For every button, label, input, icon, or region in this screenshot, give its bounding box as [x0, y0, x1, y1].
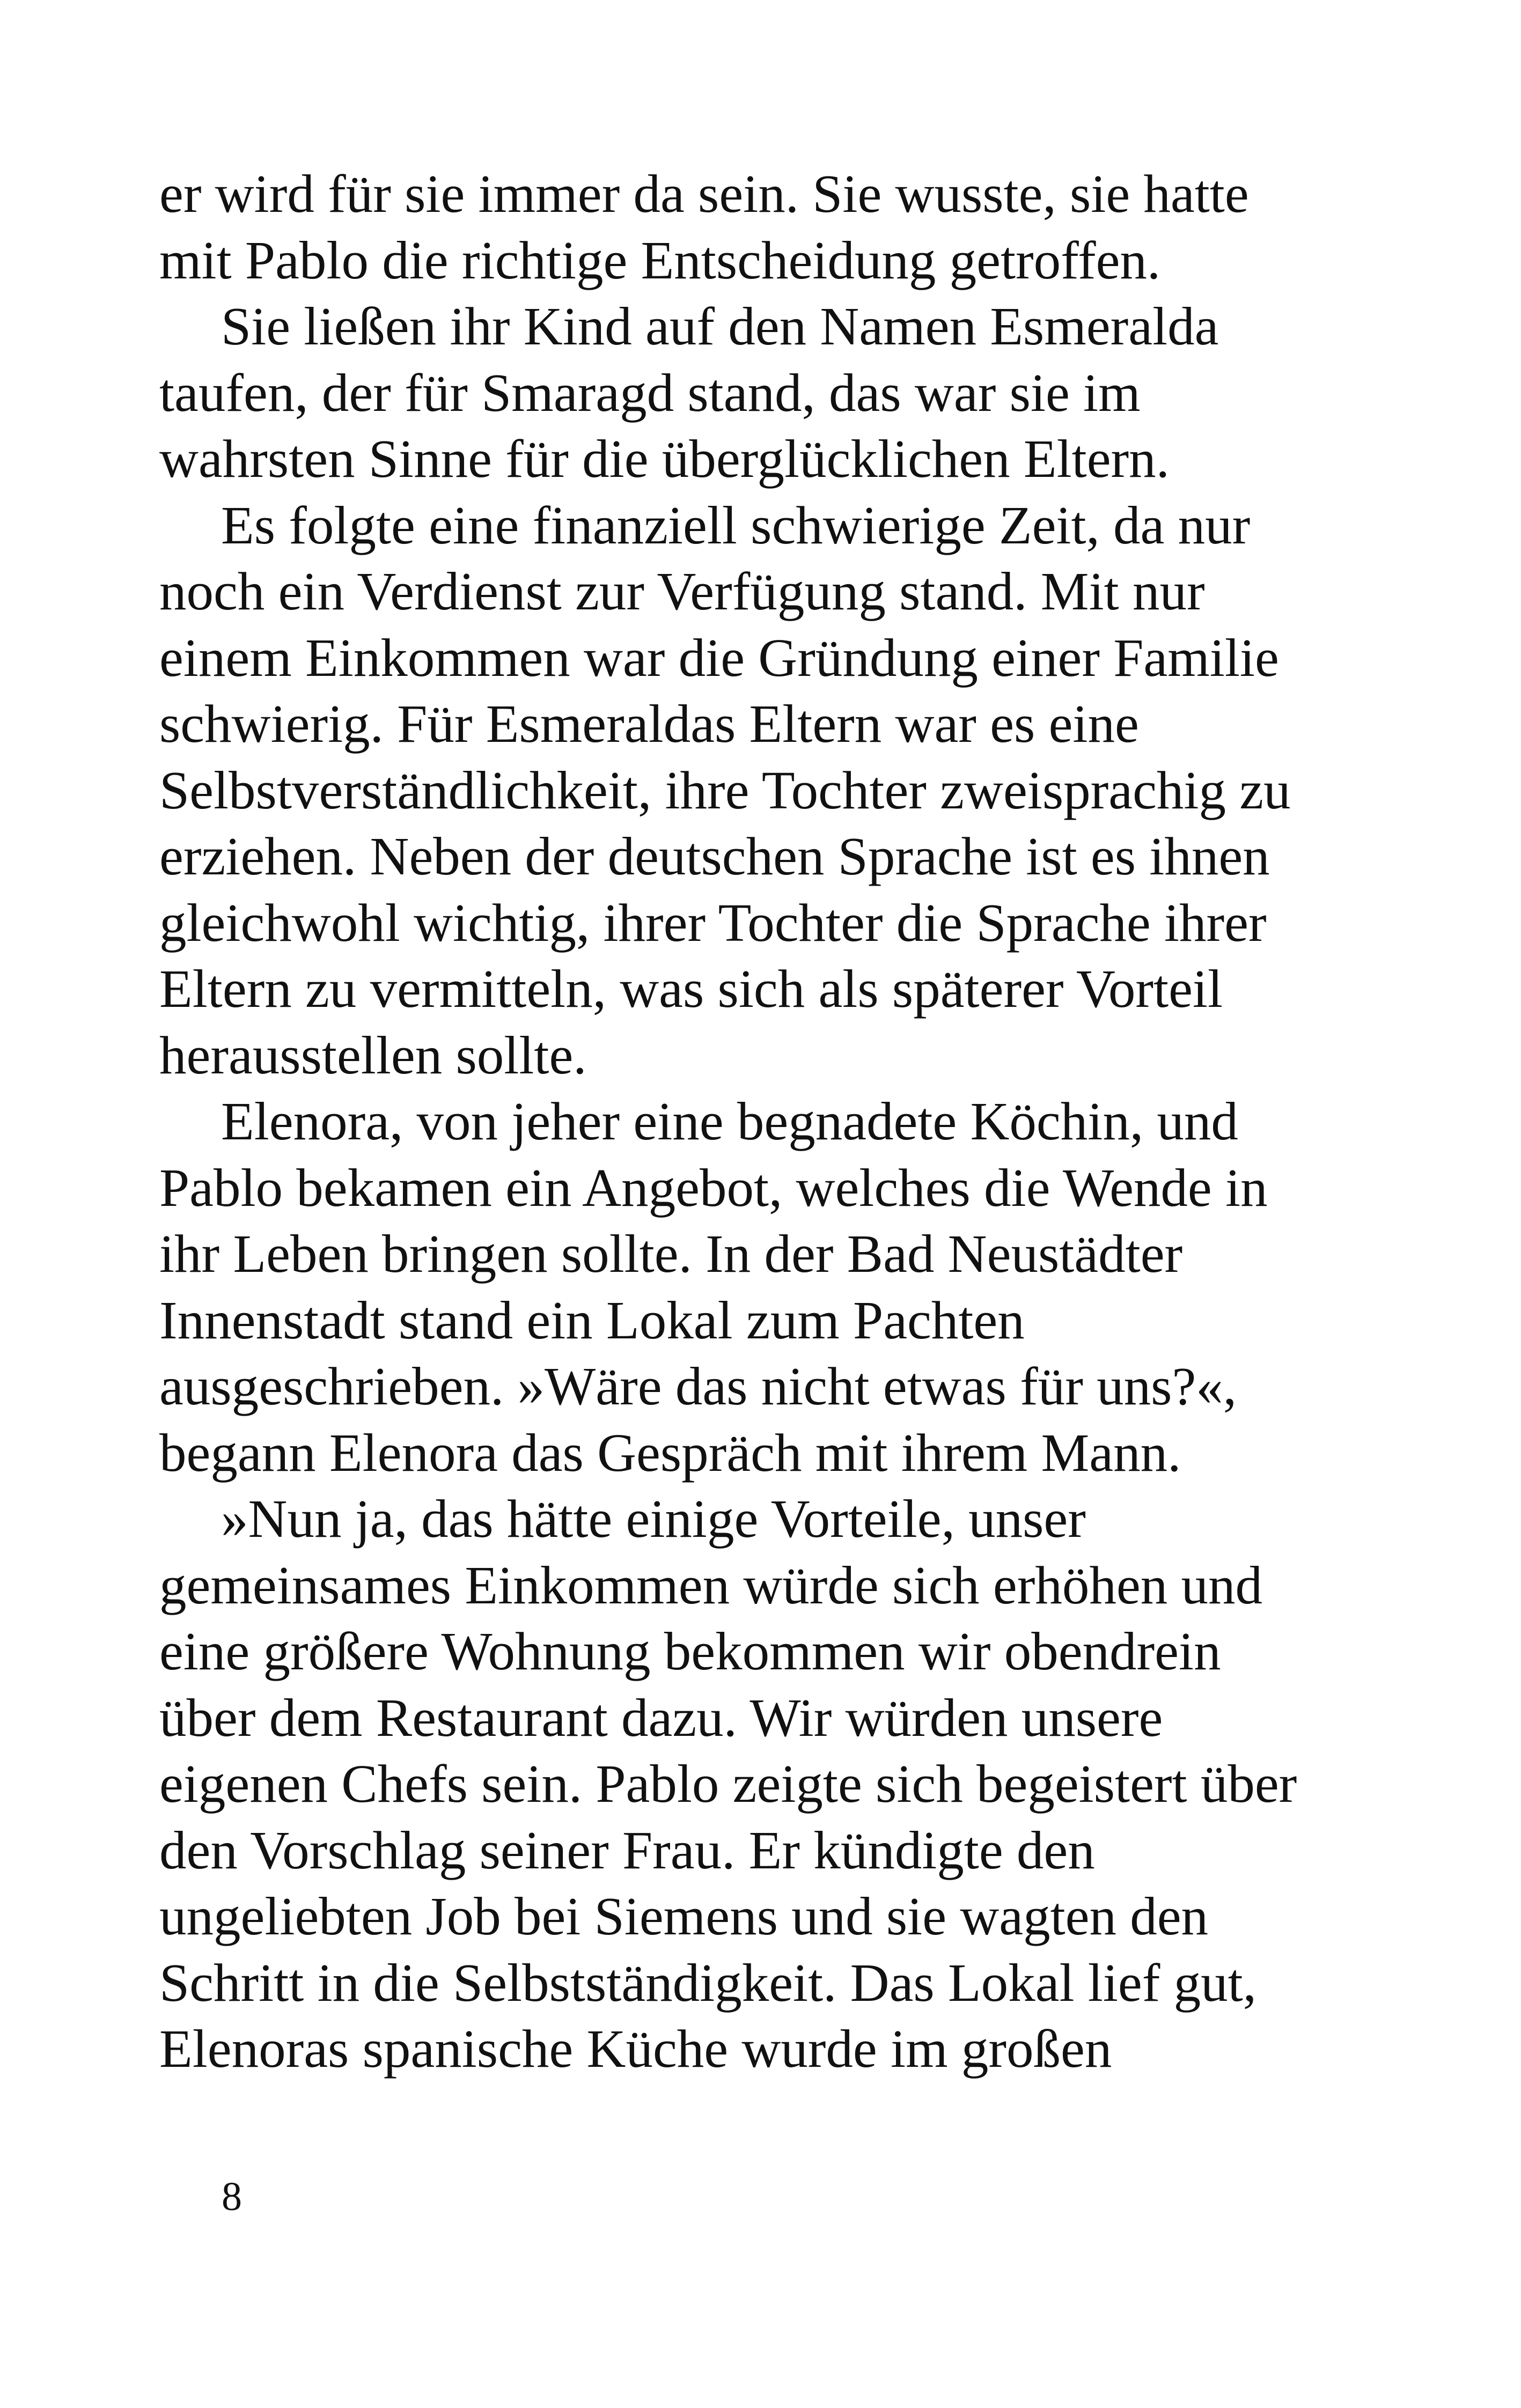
text-line: Elenoras spanische Küche wurde im großen	[159, 2019, 1112, 2079]
text-line: mit Pablo die richtige Entscheidung getroffen.	[159, 230, 1161, 290]
text-line: gleichwohl wichtig, ihrer Tochter die Sprache ihrer	[159, 892, 1267, 953]
text-line: begann Elenora das Gespräch mit ihrem Mann.	[159, 1422, 1181, 1483]
paragraph-first-line: Elenora, von jeher eine begnadete Köchin, und	[221, 1091, 1238, 1151]
text-line: ihr Leben bringen sollte. In der Bad Neustädter	[159, 1224, 1183, 1284]
text-line: eigenen Chefs sein. Pablo zeigte sich begeistert über	[159, 1754, 1297, 1814]
paragraph-first-line: Es folgte eine finanziell schwierige Zeit, da nur	[221, 495, 1251, 555]
text-line: einem Einkommen war die Gründung einer Familie	[159, 627, 1279, 688]
text-line: Schritt in die Selbstständigkeit. Das Lokal lief gut,	[159, 1952, 1257, 2013]
text-line: gemeinsames Einkommen würde sich erhöhen und	[159, 1555, 1262, 1615]
text-line: Selbstverständlichkeit, ihre Tochter zweisprachig zu	[159, 760, 1291, 820]
paragraph-first-line: »Nun ja, das hätte einige Vorteile, unser	[221, 1489, 1086, 1549]
text-line: Pablo bekamen ein Angebot, welches die Wende in	[159, 1157, 1268, 1218]
paragraph-first-line: Sie ließen ihr Kind auf den Namen Esmeralda	[221, 296, 1219, 356]
text-line: schwierig. Für Esmeraldas Eltern war es eine	[159, 694, 1139, 754]
text-line: ungeliebten Job bei Siemens und sie wagten den	[159, 1886, 1209, 1946]
text-line: über dem Restaurant dazu. Wir würden unsere	[159, 1687, 1163, 1748]
text-line: den Vorschlag seiner Frau. Er kündigte den	[159, 1820, 1095, 1880]
text-line: ausgeschrieben. »Wäre das nicht etwas für uns?«,	[159, 1356, 1237, 1416]
text-line: Innenstadt stand ein Lokal zum Pachten	[159, 1290, 1025, 1350]
text-line: taufen, der für Smaragd stand, das war sie im	[159, 362, 1141, 423]
text-line: wahrsten Sinne für die überglücklichen Eltern.	[159, 429, 1170, 489]
text-line: herausstellen sollte.	[159, 1025, 587, 1085]
text-line: Eltern zu vermitteln, was sich als späterer Vorteil	[159, 959, 1223, 1019]
text-line: eine größere Wohnung bekommen wir obendrein	[159, 1621, 1221, 1681]
body-text	[159, 161, 1393, 2082]
text-line: erziehen. Neben der deutschen Sprache ist es ihnen	[159, 826, 1270, 886]
text-line: noch ein Verdienst zur Verfügung stand. Mit nur	[159, 561, 1205, 621]
text-line: er wird für sie immer da sein. Sie wusste, sie hatte	[159, 164, 1249, 224]
page-number: 8	[222, 2174, 242, 2219]
